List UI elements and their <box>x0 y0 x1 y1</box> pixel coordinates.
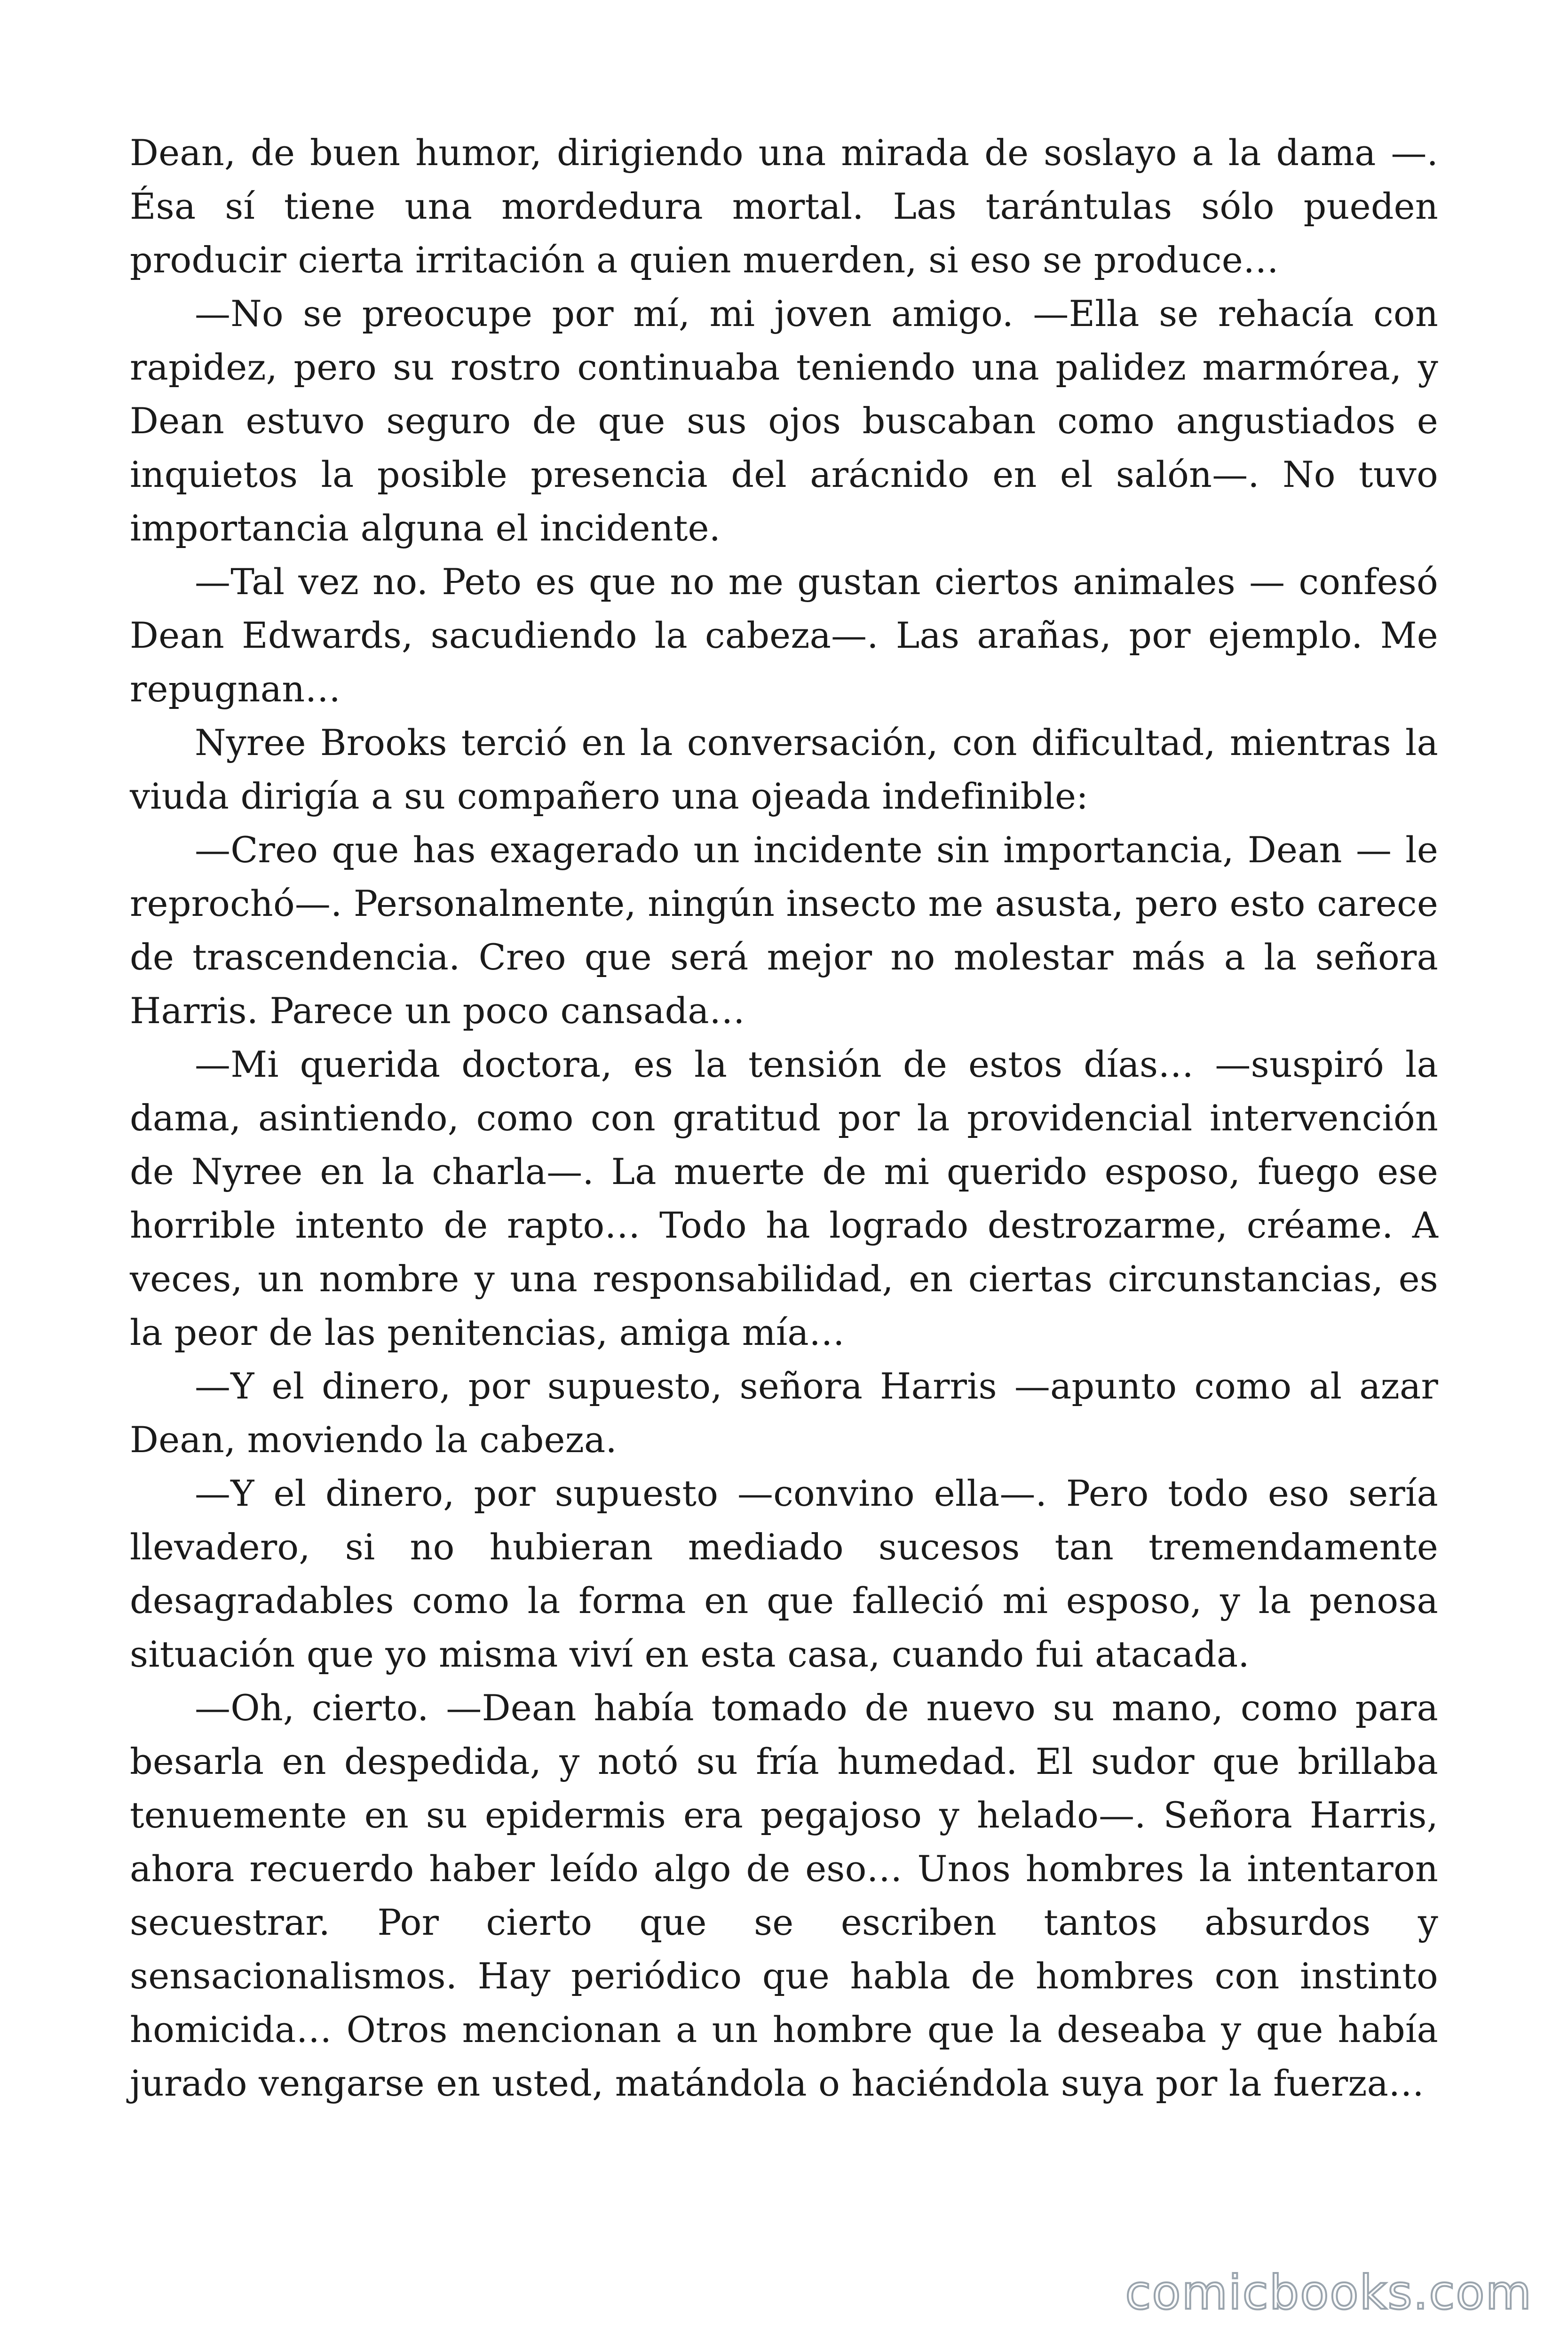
watermark: comicbooks.com <box>1125 2265 1532 2320</box>
paragraph-6: —Mi querida doctora, es la tensión de estos días… —suspiró la dama, asintiendo, como con gratitud por la providencial intervención de Nyree en la charla—. La muerte de mi querido esposo, fuego ese horrible intento de rapto… Todo ha logrado destrozarme, créame. A veces, un nombre y una responsabilidad, en ciertas circunstancias, es la peor de las penitencias, amiga mía… <box>130 1043 1438 1353</box>
paragraph-2: —No se preocupe por mí, mi joven amigo. —Ella se rehacía con rapidez, pero su rostro continuaba teniendo una palidez marmórea, y Dean estuvo seguro de que sus ojos buscaban como angustiados e inquietos la posible presencia del arácnido en el salón—. No tuvo importancia alguna el incidente. <box>130 293 1438 549</box>
paragraph-4: Nyree Brooks terció en la conversación, con dificultad, mientras la viuda dirigía a su compañero una ojeada indefinible: <box>130 722 1438 817</box>
paragraph-1: Dean, de buen humor, dirigiendo una mirada de soslayo a la dama —. Ésa sí tiene una mordedura mortal. Las tarántulas sólo pueden producir cierta irritación a quien muerden, si eso se produce… <box>130 132 1438 281</box>
page-body <box>130 126 1438 2110</box>
paragraph-7: —Y el dinero, por supuesto, señora Harris —apunto como al azar Dean, moviendo la cabeza. <box>130 1365 1438 1461</box>
paragraph-3: —Tal vez no. Peto es que no me gustan ciertos animales — confesó Dean Edwards, sacudiendo la cabeza—. Las arañas, por ejemplo. Me repugnan… <box>130 561 1438 710</box>
paragraph-9: —Oh, cierto. —Dean había tomado de nuevo su mano, como para besarla en despedida, y notó su fría humedad. El sudor que brillaba tenuemente en su epidermis era pegajoso y helado—. Señora Harris, ahora recuerdo haber leído algo de eso… Unos hombres la intentaron secuestrar. Por cierto que se escriben tantos absurdos y sensacionalismos. Hay periódico que habla de hombres con instinto homicida… Otros mencionan a un hombre que la deseaba y que había jurado vengarse en usted, matándola o haciéndola suya por la fuerza… <box>130 1687 1438 2104</box>
paragraph-8: —Y el dinero, por supuesto —convino ella—. Pero todo eso sería llevadero, si no hubieran mediado sucesos tan tremendamente desagradables como la forma en que falleció mi esposo, y la penosa situación que yo misma viví en esta casa, cuando fui atacada. <box>130 1472 1438 1675</box>
paragraph-5: —Creo que has exagerado un incidente sin importancia, Dean — le reprochó—. Personalmente, ningún insecto me asusta, pero esto carece de trascendencia. Creo que será mejor no molestar más a la señora Harris. Parece un poco cansada… <box>130 829 1438 1032</box>
